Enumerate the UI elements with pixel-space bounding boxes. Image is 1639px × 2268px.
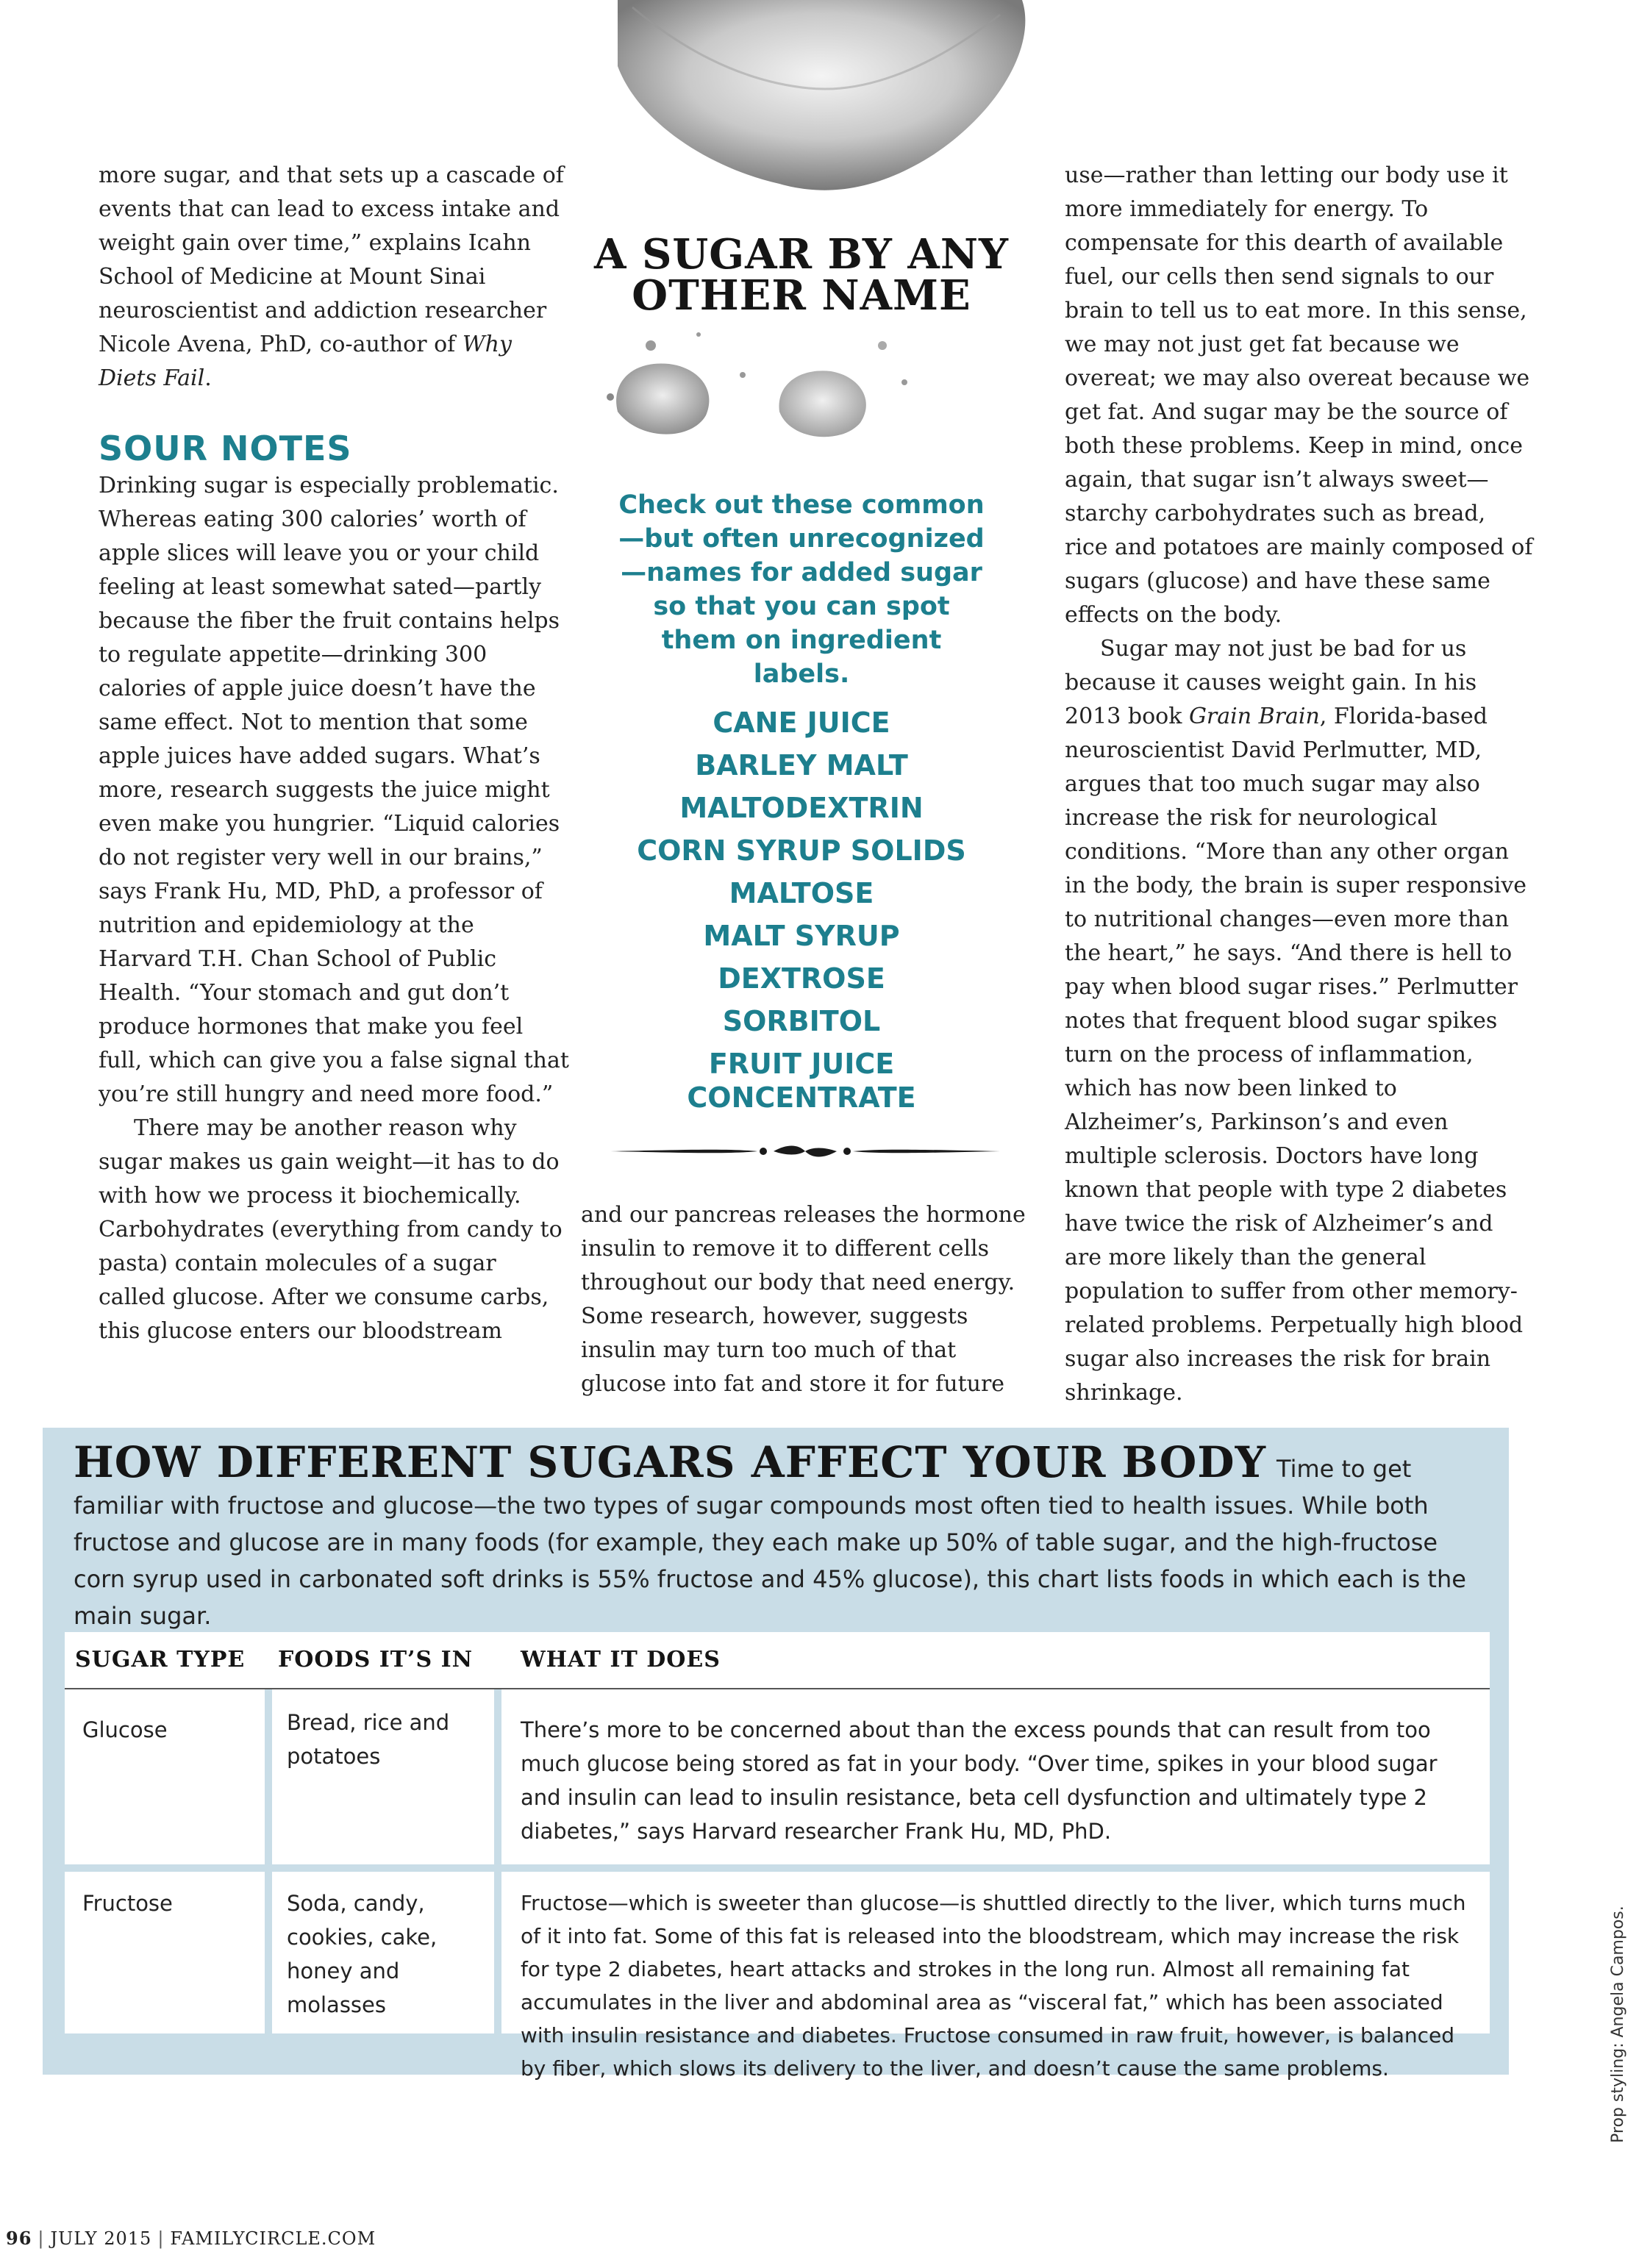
right-paragraph-2: Sugar may not just be bad for us because it causes weight gain. In his 2013 book Grain Brain, Florida-based neuroscientist David Perlmutter, MD, argues that too much sugar may also increase the risk for neurological conditions. “More than any other organ in the body, the brain is super responsive to nutritional changes—even more than the heart,” he says. “And there is hell to pay when blood sugar rises.” Perlmutter notes that frequent blood sugar spikes turn on the process of inflammation, which has now been linked to Alzheimer’s, Parkinson’s and even multiple sclerosis. Doctors have long known that people with type 2 diabetes have twice the risk of Alzheimer’s and are more likely than the general population to suffer from other memory-related problems. Perpetually high blood sugar also increases the risk for brain shrinkage.	[1065, 636, 1527, 1406]
sugar-name: DEXTROSE	[718, 962, 885, 995]
left-column	[99, 159, 569, 1348]
left-paragraph-3: There may be another reason why sugar makes us gain weight—it has to do with how we process it biochemically. Carbohydrates (everything from candy to pasta) contain molecules of a sugar called glucose. After we consume carbs, this glucose enters our bloodstream	[99, 1115, 563, 1344]
sugar-name: SORBITOL	[722, 1005, 881, 1037]
right-paragraph-1: use—rather than letting our body use it more immediately for energy. To compensate for this dearth of available fuel, our cells then send signals to our brain to tell us to eat more. In this sense, we may not just get fat because we overeat; we may also overeat because we get fat. And sugar may be the source of both these problems. Keep in mind, once again, that sugar isn’t always sweet—starchy carbohydrates such as bread, rice and potatoes are mainly composed of sugars (glucose) and have these same effects on the body.	[1065, 162, 1533, 628]
row-glucose-type: Glucose	[82, 1717, 168, 1742]
left-paragraph-1: more sugar, and that sets up a cascade of events that can lead to excess intake and weight gain over time,” explains Icahn School of Medicine at Mount Sinai neuroscientist and addiction researcher Nicole Avena, PhD, co-author of Why Diets Fail.	[99, 162, 564, 391]
photo-credit: Prop styling: Angela Campos.	[1609, 1906, 1627, 2143]
issue-date: JULY 2015	[50, 2228, 152, 2249]
row-fructose-type: Fructose	[82, 1891, 173, 1916]
chart-intro: Time to get familiar with fructose and glucose—the two types of sugar compounds most often tied to health issues. While both fructose and glucose are in many foods (for example, they each make up 50% of table sugar, and the high-fructose corn syrup used in carbonated soft drinks is 55% fructose and 45% glucose), this chart lists foods in which each is the main sugar.	[74, 1455, 1466, 1630]
ornament-divider	[610, 1137, 1000, 1166]
sugar-name: CANE JUICE	[713, 706, 890, 739]
sugar-name: MALT SYRUP	[703, 920, 900, 952]
right-column	[1065, 159, 1535, 1410]
sugar-name: MALTODEXTRIN	[679, 792, 924, 824]
row-fructose-effect: Fructose—which is sweeter than glucose—is shuttled directly to the liver, which turns much of it into fat. Some of this fat is released into the bloodstream, which may increase the risk for type 2 diabetes, heart attacks and strokes in the long run. Almost all remaining fat accumulates in the liver and abdominal area as “visceral fat,” which has been associated with insulin resistance and diabetes. Fructose consumed in raw fruit, however, is balanced by fiber, which slows its delivery to the liver, and doesn’t cause the same problems.	[521, 1891, 1466, 2081]
column-separator	[494, 1689, 501, 2033]
header-foods: FOODS IT’S IN	[278, 1647, 474, 1673]
row-fructose-foods: Soda, candy, cookies, cake, honey and molasses	[287, 1891, 438, 2017]
row-glucose-foods: Bread, rice and potatoes	[287, 1710, 450, 1769]
header-what-it-does: WHAT IT DOES	[521, 1647, 721, 1673]
page-footer: 96 | JULY 2015 | FAMILYCIRCLE.COM	[6, 2228, 376, 2249]
sugar-name: BARLEY MALT	[695, 749, 908, 781]
sugar-name: CORN SYRUP SOLIDS	[637, 834, 966, 867]
site-name: FAMILYCIRCLE.COM	[170, 2228, 376, 2249]
row-separator	[65, 1864, 1490, 1872]
middle-paragraph-1: and our pancreas releases the hormone insulin to remove it to different cells throughout our body that need energy. Some research, however, suggests insulin may turn too much of that glucose into fat and store it for future	[581, 1202, 1026, 1397]
sugar-table	[65, 1632, 1490, 2081]
chart-title: HOW DIFFERENT SUGARS AFFECT YOUR BODY	[74, 1437, 1267, 1487]
chart-heading	[74, 1437, 1485, 1634]
left-paragraph-2: Drinking sugar is especially problematic. Whereas eating 300 calories’ worth of apple slices will leave you or your child feeling at least somewhat sated—partly because the fiber the fruit contains helps to regulate appetite—drinking 300 calories of apple juice doesn’t have the same effect. Not to mention that some apple juices have added sugars. What’s more, research suggests the juice might even make you hungrier. “Liquid calories do not register very well in our brains,” says Frank Hu, MD, PhD, a professor of nutrition and epidemiology at the Harvard T.H. Chan School of Public Health. “Your stomach and gut don’t produce hormones that make you feel full, which can give you a false signal that you’re still hungry and need more food.”	[99, 473, 569, 1107]
sugar-name: MALTOSE	[729, 877, 874, 909]
sugar-names-list	[603, 706, 1000, 1123]
column-separator	[265, 1689, 272, 2033]
sugar-chart-box	[43, 1428, 1509, 2081]
page-number: 96	[6, 2228, 32, 2249]
header-rule	[65, 1688, 1490, 1689]
sugar-name: FRUIT JUICE CONCENTRATE	[687, 1048, 916, 1114]
middle-column	[581, 1198, 1037, 1401]
section-subhead: SOUR NOTES	[99, 429, 352, 468]
sidebar-intro: Check out these common—but often unrecognized—names for added sugar so that you can spot them on ingredient labels.	[618, 490, 985, 689]
row-glucose-effect: There’s more to be concerned about than the excess pounds that can result from too much glucose being stored as fat in your body. “Over time, spikes in your blood sugar and insulin can lead to insulin resistance, beta cell dysfunction and ultimately type 2 diabetes,” says Harvard researcher Frank Hu, MD, PhD.	[521, 1717, 1438, 1844]
header-sugar-type: SUGAR TYPE	[75, 1647, 246, 1673]
sidebar-title: A SUGAR BY ANY OTHER NAME	[594, 230, 1009, 320]
